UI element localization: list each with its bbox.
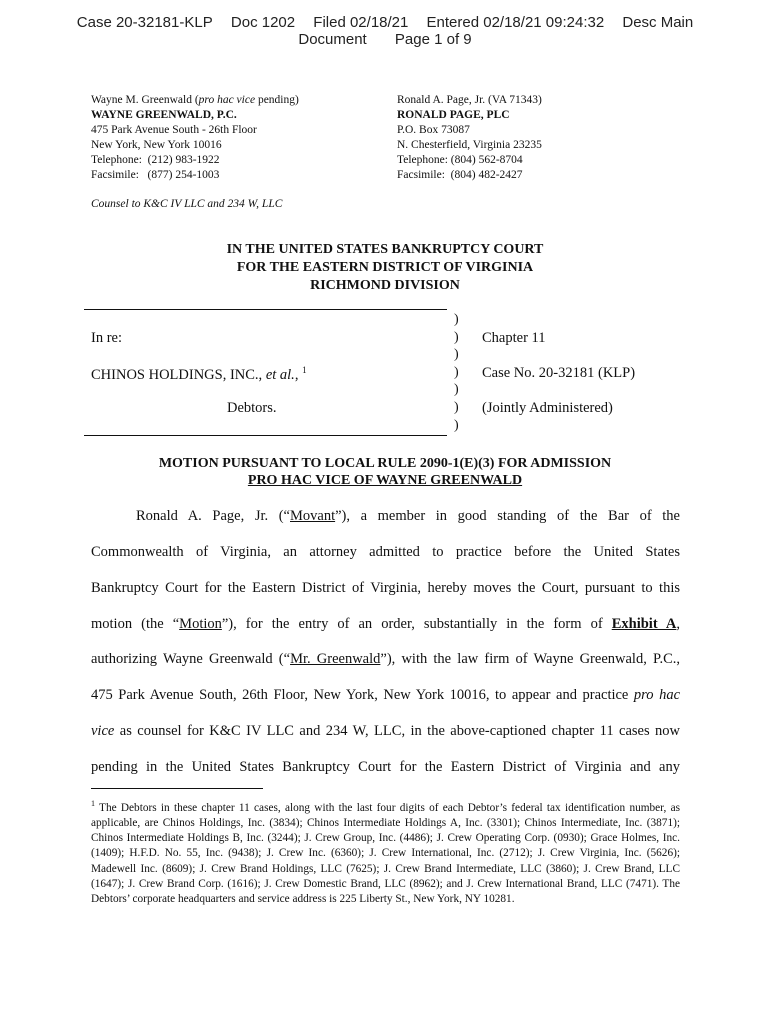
caption-case-number: Case No. 20-32181 (KLP): [482, 365, 636, 381]
stamp-entered: Entered 02/18/21 09:24:32: [426, 14, 605, 31]
counsel-right-facsimile: Facsimile: (804) 482-2427: [397, 169, 523, 181]
court-line3: RICHMOND DIVISION: [310, 278, 460, 293]
court-heading: [0, 241, 770, 295]
caption-in-re: In re:: [91, 330, 122, 346]
caption-debtors-label: Debtors.: [227, 400, 277, 416]
counsel-left-firm: WAYNE GREENWALD, P.C.: [91, 109, 237, 121]
caption-debtor-name: CHINOS HOLDINGS, INC., et al., $^1$: [91, 365, 307, 383]
stamp-desc: Desc Main: [622, 14, 694, 31]
stamp-page: Page 1 of 9: [394, 31, 472, 48]
counsel-right-firm: RONALD PAGE, PLC: [397, 109, 510, 121]
caption-bottom-rule: [84, 435, 447, 436]
counsel-right-address2: N. Chesterfield, Virginia 23235: [397, 139, 542, 151]
paren: ): [454, 347, 459, 363]
stamp-case: Case 20-32181-KLP: [76, 14, 213, 31]
body-line-1: Ronald A. Page, Jr. (“Movant”), a member in good standing of the Bar of the: [136, 508, 680, 524]
court-line2: FOR THE EASTERN DISTRICT OF VIRGINIA: [236, 260, 534, 275]
body-line-5: authorizing Wayne Greenwald (“Mr. Greenwald”), with the law firm of Wayne Greenwald, P.C.,: [91, 651, 680, 667]
footnote: [91, 796, 680, 907]
paren: ): [454, 382, 459, 398]
paren: ): [454, 399, 459, 415]
body-line-8: pending in the United States Bankruptcy Court for the Eastern District of Virginia and any: [91, 759, 680, 775]
stamp-filed: Filed 02/18/21: [313, 14, 409, 31]
body-line-7: vice as counsel for K&C IV LLC and 234 W, LLC, in the above-captioned chapter 11 cases now: [91, 723, 680, 739]
counsel-right-name: Ronald A. Page, Jr. (VA 71343): [397, 94, 542, 106]
body-line-2: Commonwealth of Virginia, an attorney admitted to practice before the United States: [91, 544, 680, 560]
counsel-right-address1: P.O. Box 73087: [397, 124, 470, 136]
paren: ): [454, 364, 459, 380]
stamp-document: Document: [298, 31, 367, 48]
counsel-for-line: Counsel to K&C IV LLC and 234 W, LLC: [91, 198, 283, 210]
caption-chapter: Chapter 11: [482, 330, 546, 346]
motion-title-line1: MOTION PURSUANT TO LOCAL RULE 2090-1(E)(3) FOR ADMISSION: [158, 456, 612, 471]
counsel-left-name: Wayne M. Greenwald (pro hac vice pending): [91, 94, 299, 106]
footnote-text: The Debtors in these chapter 11 cases, along with the last four digits of each Debtor’s federal tax identification number, as applicable, are Chinos Holdings, Inc. (3834); Chinos Intermediate Holdings A, Inc. (3301); Chinos Intermediate, Inc. (3871); Chinos Intermediate Holdings B, Inc. (3244); J. Crew Group, Inc. (4486); J. Crew Operating Corp. (0930); Grace Holmes, Inc. (1409); H.F.D. No. 55, Inc. (9438); J. Crew Inc. (6360); J. Crew International, Inc. (2712); J. Crew Virginia, Inc. (5626); Madewell Inc. (8609); J. Crew Brand Holdings, LLC (7625); J. Crew Brand Intermediate, LLC (3860); J. Crew Brand, LLC (1647); J. Crew Brand Corp. (1616); J. Crew Domestic Brand, LLC (8962); and J. Crew International Brand, LLC (7471). The Debtors’ corporate headquarters and service address is 225 Liberty St., New York, NY 10281.: [91, 801, 680, 905]
paren: ): [454, 329, 459, 345]
counsel-left-facsimile: Facsimile: (877) 254-1003: [91, 169, 220, 181]
body-line-4: motion (the “Motion”), for the entry of an order, substantially in the form of Exhibit A,: [91, 616, 680, 632]
counsel-right-telephone: Telephone: (804) 562-8704: [397, 154, 523, 166]
footnote-rule: [91, 788, 263, 789]
paren: ): [454, 417, 459, 433]
stamp-doc: Doc 1202: [230, 14, 296, 31]
counsel-block-right: [397, 93, 697, 183]
counsel-left-telephone: Telephone: (212) 983-1922: [91, 154, 220, 166]
court-line1: IN THE UNITED STATES BANKRUPTCY COURT: [226, 242, 544, 257]
motion-title: [0, 455, 770, 489]
counsel-block-left: [91, 93, 381, 183]
paren: ): [454, 312, 459, 327]
caption-jointly-administered: (Jointly Administered): [482, 400, 613, 416]
body-line-6: 475 Park Avenue South, 26th Floor, New York, New York 10016, to appear and practice pro hac: [91, 687, 680, 703]
footnote-marker: 1: [91, 799, 95, 808]
footnote-ref: 1: [302, 365, 307, 375]
caption-paren-column: [454, 311, 459, 434]
counsel-left-address1: 475 Park Avenue South - 26th Floor: [91, 124, 257, 136]
body-line-3: Bankruptcy Court for the Eastern District of Virginia, hereby moves the Court, pursuant to this: [91, 580, 680, 596]
motion-title-line2: PRO HAC VICE OF WAYNE GREENWALD: [247, 473, 523, 488]
caption-top-rule: [84, 309, 447, 310]
counsel-left-address2: New York, New York 10016: [91, 139, 222, 151]
filing-stamp: [0, 14, 770, 48]
